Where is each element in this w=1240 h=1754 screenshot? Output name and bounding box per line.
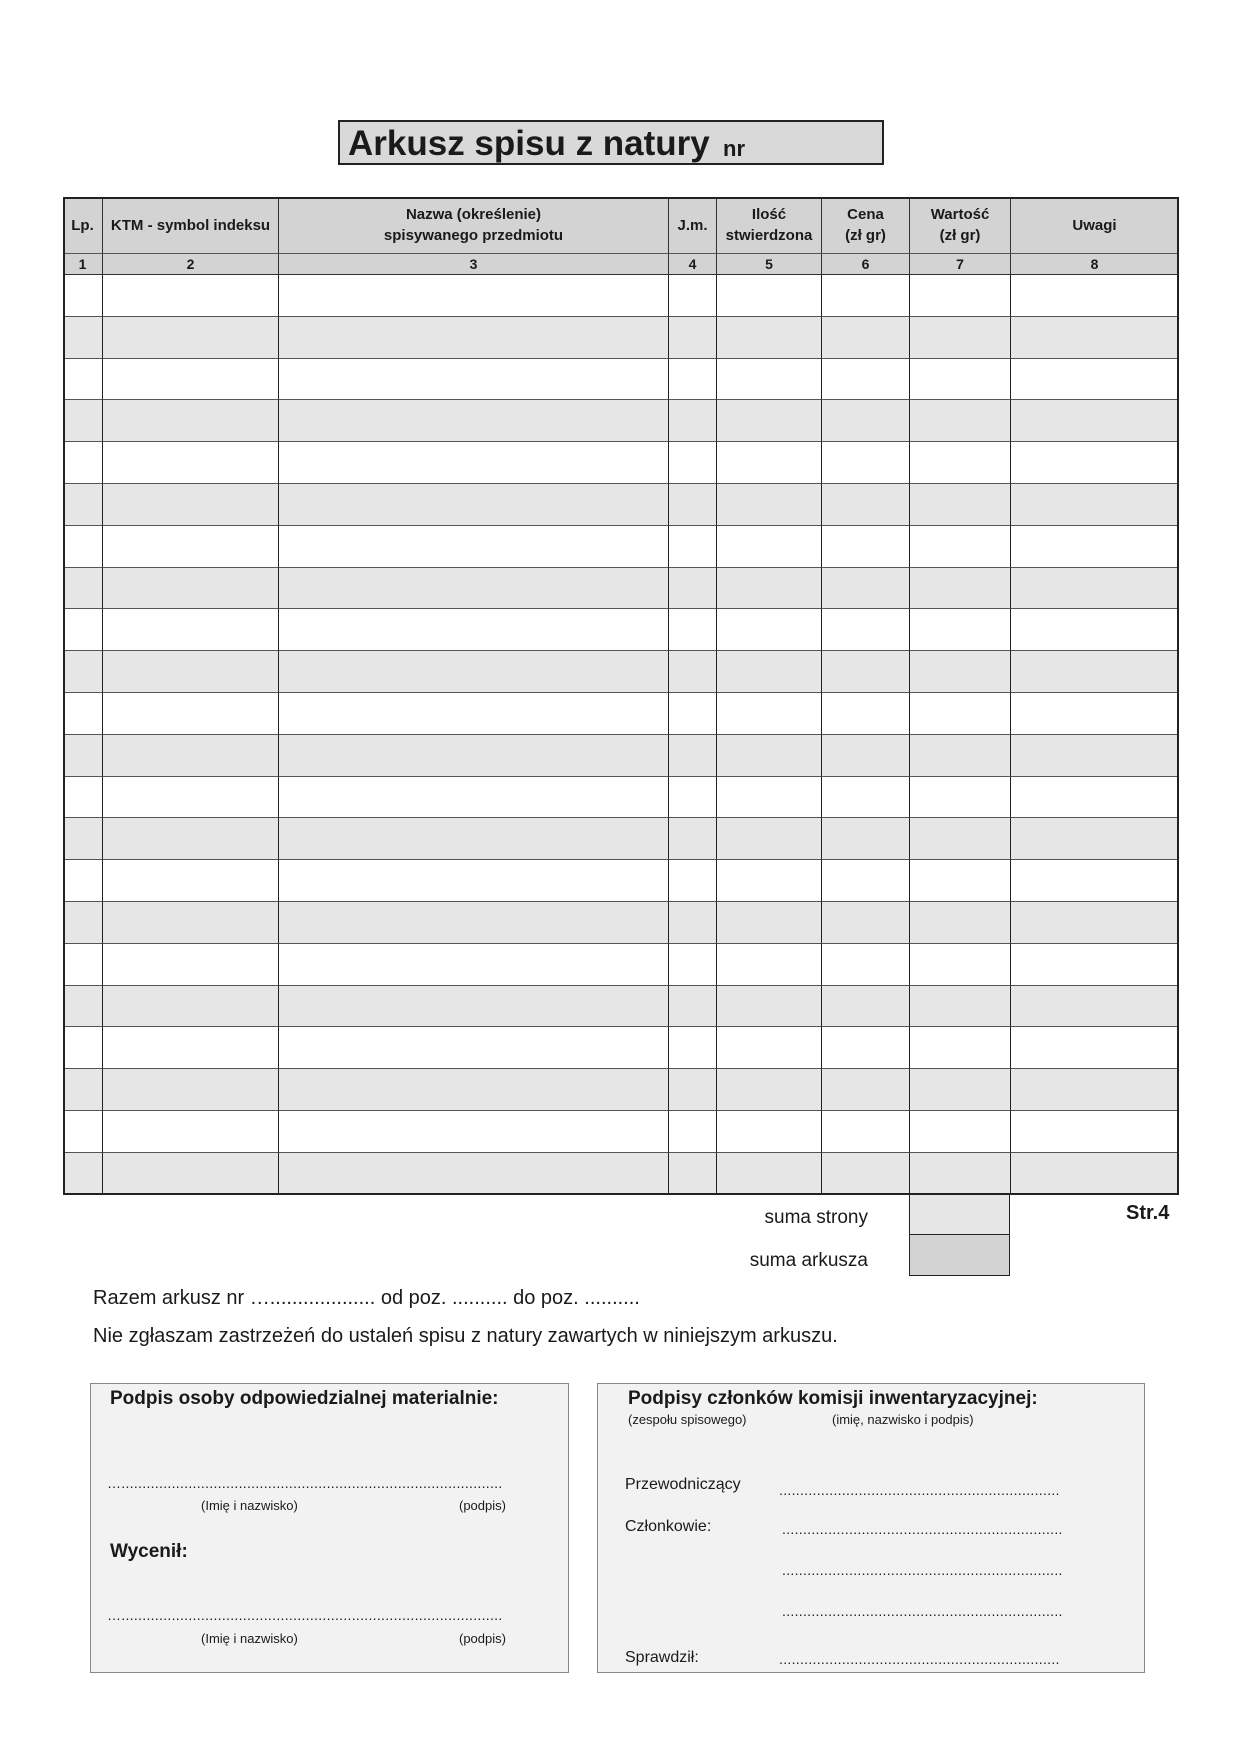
sheet-title: Arkusz spisu z natury <box>348 124 710 163</box>
table-cell-uwagi[interactable] <box>1011 484 1179 526</box>
table-cell-ilosc[interactable] <box>717 484 822 526</box>
table-row <box>63 400 1179 442</box>
table-cell-ilosc[interactable] <box>717 526 822 568</box>
table-cell-cena[interactable] <box>822 944 910 986</box>
table-cell-ktm[interactable] <box>103 526 279 568</box>
column-number-jm: 4 <box>669 254 717 275</box>
table-cell-cena[interactable] <box>822 442 910 484</box>
table-cell-jm[interactable] <box>669 777 717 819</box>
table-cell-lp[interactable] <box>63 359 103 401</box>
table-cell-wartosc[interactable] <box>910 442 1011 484</box>
table-row <box>63 484 1179 526</box>
column-number-uwagi: 8 <box>1011 254 1179 275</box>
table-row <box>63 651 1179 693</box>
table-cell-uwagi[interactable] <box>1011 693 1179 735</box>
table-cell-wartosc[interactable] <box>910 735 1011 777</box>
table-cell-wartosc[interactable] <box>910 986 1011 1028</box>
table-cell-ilosc[interactable] <box>717 818 822 860</box>
table-cell-lp[interactable] <box>63 1153 103 1195</box>
member-signature-line[interactable]: ................................................................... <box>782 1603 1063 1619</box>
table-cell-wartosc[interactable] <box>910 902 1011 944</box>
table-cell-uwagi[interactable] <box>1011 818 1179 860</box>
column-number-nazwa: 3 <box>279 254 669 275</box>
table-row <box>63 359 1179 401</box>
table-cell-uwagi[interactable] <box>1011 1027 1179 1069</box>
table-cell-wartosc[interactable] <box>910 1027 1011 1069</box>
table-cell-ktm[interactable] <box>103 317 279 359</box>
table-cell-uwagi[interactable] <box>1011 442 1179 484</box>
table-cell-ktm[interactable] <box>103 1027 279 1069</box>
table-cell-uwagi[interactable] <box>1011 275 1179 317</box>
table-cell-uwagi[interactable] <box>1011 902 1179 944</box>
table-cell-nazwa[interactable] <box>279 609 669 651</box>
column-number-lp: 1 <box>63 254 103 275</box>
column-number-cena: 6 <box>822 254 910 275</box>
column-header-lp: Lp. <box>63 197 103 254</box>
team-caption: (zespołu spisowego) <box>628 1412 747 1427</box>
table-cell-lp[interactable] <box>63 1111 103 1153</box>
table-cell-wartosc[interactable] <box>910 526 1011 568</box>
table-cell-jm[interactable] <box>669 526 717 568</box>
table-cell-nazwa[interactable] <box>279 484 669 526</box>
valued-by-signature-line[interactable]: …........................................................................................... <box>107 1607 503 1623</box>
table-row <box>63 777 1179 819</box>
table-cell-jm[interactable] <box>669 1027 717 1069</box>
table-cell-cena[interactable] <box>822 484 910 526</box>
column-header-wartosc: Wartość (zł gr) <box>910 197 1011 254</box>
table-cell-cena[interactable] <box>822 735 910 777</box>
table-cell-nazwa[interactable] <box>279 359 669 401</box>
table-cell-nazwa[interactable] <box>279 1111 669 1153</box>
table-cell-uwagi[interactable] <box>1011 986 1179 1028</box>
table-cell-lp[interactable] <box>63 1027 103 1069</box>
table-cell-nazwa[interactable] <box>279 651 669 693</box>
responsible-person-signature-line[interactable]: …........................................................................................... <box>107 1475 503 1491</box>
table-cell-jm[interactable] <box>669 735 717 777</box>
checked-by-label: Sprawdził: <box>625 1649 699 1666</box>
table-cell-ktm[interactable] <box>103 818 279 860</box>
column-header-uwagi: Uwagi <box>1011 197 1179 254</box>
table-cell-ilosc[interactable] <box>717 860 822 902</box>
table-cell-uwagi[interactable] <box>1011 1069 1179 1111</box>
table-cell-cena[interactable] <box>822 1153 910 1195</box>
table-cell-ktm[interactable] <box>103 777 279 819</box>
table-cell-lp[interactable] <box>63 860 103 902</box>
table-cell-jm[interactable] <box>669 1153 717 1195</box>
table-cell-jm[interactable] <box>669 944 717 986</box>
table-cell-ktm[interactable] <box>103 944 279 986</box>
table-cell-wartosc[interactable] <box>910 568 1011 610</box>
table-cell-ilosc[interactable] <box>717 317 822 359</box>
table-cell-uwagi[interactable] <box>1011 568 1179 610</box>
table-cell-ilosc[interactable] <box>717 1153 822 1195</box>
table-cell-ktm[interactable] <box>103 442 279 484</box>
table-cell-ilosc[interactable] <box>717 359 822 401</box>
table-cell-wartosc[interactable] <box>910 400 1011 442</box>
table-cell-lp[interactable] <box>63 568 103 610</box>
table-cell-nazwa[interactable] <box>279 693 669 735</box>
table-cell-jm[interactable] <box>669 651 717 693</box>
table-row <box>63 526 1179 568</box>
table-cell-ktm[interactable] <box>103 902 279 944</box>
table-cell-jm[interactable] <box>669 693 717 735</box>
table-row <box>63 317 1179 359</box>
table-cell-lp[interactable] <box>63 902 103 944</box>
table-cell-nazwa[interactable] <box>279 735 669 777</box>
table-cell-uwagi[interactable] <box>1011 317 1179 359</box>
table-cell-ilosc[interactable] <box>717 275 822 317</box>
sheet-number-label: nr <box>723 136 745 161</box>
table-cell-cena[interactable] <box>822 1027 910 1069</box>
member-signature-line[interactable]: ................................................................... <box>782 1562 1063 1578</box>
table-cell-wartosc[interactable] <box>910 1153 1011 1195</box>
table-cell-lp[interactable] <box>63 400 103 442</box>
table-cell-jm[interactable] <box>669 568 717 610</box>
table-cell-lp[interactable] <box>63 777 103 819</box>
table-cell-nazwa[interactable] <box>279 902 669 944</box>
table-cell-uwagi[interactable] <box>1011 400 1179 442</box>
table-cell-ilosc[interactable] <box>717 735 822 777</box>
table-cell-cena[interactable] <box>822 818 910 860</box>
members-label: Członkowie: <box>625 1518 712 1535</box>
table-cell-jm[interactable] <box>669 400 717 442</box>
table-cell-ilosc[interactable] <box>717 400 822 442</box>
table-cell-ktm[interactable] <box>103 609 279 651</box>
table-cell-lp[interactable] <box>63 651 103 693</box>
table-cell-jm[interactable] <box>669 818 717 860</box>
table-cell-uwagi[interactable] <box>1011 1153 1179 1195</box>
member-signature-line[interactable]: ................................................................... <box>782 1521 1063 1537</box>
table-cell-cena[interactable] <box>822 275 910 317</box>
table-cell-lp[interactable] <box>63 317 103 359</box>
table-cell-ilosc[interactable] <box>717 1069 822 1111</box>
table-cell-jm[interactable] <box>669 609 717 651</box>
table-cell-uwagi[interactable] <box>1011 359 1179 401</box>
table-cell-uwagi[interactable] <box>1011 777 1179 819</box>
table-cell-jm[interactable] <box>669 1111 717 1153</box>
signature-caption: (podpis) <box>459 1498 506 1513</box>
column-header-ilosc: Ilość stwierdzona <box>717 197 822 254</box>
table-cell-cena[interactable] <box>822 651 910 693</box>
table-row <box>63 1111 1179 1153</box>
table-row <box>63 568 1179 610</box>
valued-by-title: Wycenił: <box>110 1541 188 1562</box>
table-cell-lp[interactable] <box>63 484 103 526</box>
table-row <box>63 1153 1179 1195</box>
page-sum-label: suma strony <box>764 1207 868 1228</box>
table-cell-ilosc[interactable] <box>717 986 822 1028</box>
table-cell-cena[interactable] <box>822 902 910 944</box>
table-cell-wartosc[interactable] <box>910 1111 1011 1153</box>
table-cell-ktm[interactable] <box>103 1111 279 1153</box>
column-header-jm: J.m. <box>669 197 717 254</box>
table-cell-wartosc[interactable] <box>910 359 1011 401</box>
name-caption: (Imię i nazwisko) <box>201 1631 298 1646</box>
table-cell-lp[interactable] <box>63 986 103 1028</box>
table-cell-nazwa[interactable] <box>279 944 669 986</box>
column-number-wartosc: 7 <box>910 254 1011 275</box>
table-cell-ilosc[interactable] <box>717 568 822 610</box>
table-cell-nazwa[interactable] <box>279 986 669 1028</box>
column-number-ilosc: 5 <box>717 254 822 275</box>
table-cell-nazwa[interactable] <box>279 568 669 610</box>
table-cell-jm[interactable] <box>669 860 717 902</box>
table-cell-lp[interactable] <box>63 275 103 317</box>
table-row <box>63 735 1179 777</box>
table-cell-nazwa[interactable] <box>279 818 669 860</box>
table-cell-ktm[interactable] <box>103 735 279 777</box>
column-header-cena: Cena (zł gr) <box>822 197 910 254</box>
table-cell-cena[interactable] <box>822 526 910 568</box>
table-cell-ilosc[interactable] <box>717 777 822 819</box>
table-cell-cena[interactable] <box>822 568 910 610</box>
table-cell-cena[interactable] <box>822 986 910 1028</box>
table-cell-wartosc[interactable] <box>910 860 1011 902</box>
table-cell-wartosc[interactable] <box>910 317 1011 359</box>
sheet-title-box <box>338 120 884 165</box>
table-cell-ilosc[interactable] <box>717 609 822 651</box>
table-cell-ktm[interactable] <box>103 651 279 693</box>
table-cell-ktm[interactable] <box>103 1153 279 1195</box>
commission-signatures-panel <box>597 1383 1145 1673</box>
column-header-nazwa: Nazwa (określenie) spisywanego przedmiotu <box>279 197 669 254</box>
table-cell-nazwa[interactable] <box>279 526 669 568</box>
table-cell-lp[interactable] <box>63 609 103 651</box>
table-cell-jm[interactable] <box>669 484 717 526</box>
table-cell-wartosc[interactable] <box>910 651 1011 693</box>
table-cell-wartosc[interactable] <box>910 944 1011 986</box>
table-cell-jm[interactable] <box>669 1069 717 1111</box>
table-cell-wartosc[interactable] <box>910 777 1011 819</box>
name-caption: (Imię i nazwisko) <box>201 1498 298 1513</box>
table-cell-ilosc[interactable] <box>717 651 822 693</box>
table-cell-ktm[interactable] <box>103 693 279 735</box>
column-number-ktm: 2 <box>103 254 279 275</box>
table-cell-cena[interactable] <box>822 400 910 442</box>
table-cell-lp[interactable] <box>63 818 103 860</box>
table-cell-nazwa[interactable] <box>279 317 669 359</box>
chairman-signature-line[interactable]: ................................................................... <box>779 1482 1060 1498</box>
table-cell-wartosc[interactable] <box>910 818 1011 860</box>
table-cell-nazwa[interactable] <box>279 275 669 317</box>
no-objections-statement: Nie zgłaszam zastrzeżeń do ustaleń spisu z natury zawartych w niniejszym arkuszu. <box>93 1325 838 1347</box>
table-cell-lp[interactable] <box>63 944 103 986</box>
table-cell-nazwa[interactable] <box>279 400 669 442</box>
table-cell-wartosc[interactable] <box>910 1069 1011 1111</box>
table-cell-wartosc[interactable] <box>910 484 1011 526</box>
column-header-ktm: KTM - symbol indeksu <box>103 197 279 254</box>
table-cell-cena[interactable] <box>822 777 910 819</box>
page-sum-field[interactable] <box>909 1194 1010 1235</box>
table-cell-nazwa[interactable] <box>279 777 669 819</box>
table-cell-nazwa[interactable] <box>279 1027 669 1069</box>
table-cell-jm[interactable] <box>669 275 717 317</box>
table-cell-nazwa[interactable] <box>279 860 669 902</box>
table-row <box>63 1069 1179 1111</box>
table-cell-uwagi[interactable] <box>1011 651 1179 693</box>
table-cell-cena[interactable] <box>822 1111 910 1153</box>
table-cell-jm[interactable] <box>669 986 717 1028</box>
table-cell-ilosc[interactable] <box>717 902 822 944</box>
sheet-sum-label: suma arkusza <box>749 1250 868 1271</box>
table-cell-ktm[interactable] <box>103 860 279 902</box>
table-cell-ilosc[interactable] <box>717 693 822 735</box>
table-cell-nazwa[interactable] <box>279 1069 669 1111</box>
table-cell-lp[interactable] <box>63 693 103 735</box>
table-cell-jm[interactable] <box>669 317 717 359</box>
sheet-sum-field[interactable] <box>909 1234 1010 1276</box>
table-row <box>63 818 1179 860</box>
responsible-person-title: Podpis osoby odpowiedzialnej materialnie: <box>110 1388 499 1409</box>
table-cell-uwagi[interactable] <box>1011 1111 1179 1153</box>
table-cell-jm[interactable] <box>669 359 717 401</box>
table-cell-cena[interactable] <box>822 1069 910 1111</box>
checked-by-signature-line[interactable]: ................................................................... <box>779 1651 1060 1667</box>
table-cell-ilosc[interactable] <box>717 442 822 484</box>
commission-title: Podpisy członków komisji inwentaryzacyjnej: <box>628 1388 1038 1409</box>
table-cell-cena[interactable] <box>822 860 910 902</box>
table-cell-ilosc[interactable] <box>717 1111 822 1153</box>
table-cell-wartosc[interactable] <box>910 609 1011 651</box>
chairman-label: Przewodniczący <box>625 1476 741 1493</box>
table-cell-lp[interactable] <box>63 1069 103 1111</box>
table-cell-lp[interactable] <box>63 526 103 568</box>
table-cell-uwagi[interactable] <box>1011 526 1179 568</box>
table-cell-nazwa[interactable] <box>279 1153 669 1195</box>
table-cell-uwagi[interactable] <box>1011 860 1179 902</box>
table-cell-ktm[interactable] <box>103 275 279 317</box>
table-row <box>63 442 1179 484</box>
table-cell-cena[interactable] <box>822 609 910 651</box>
table-cell-ktm[interactable] <box>103 986 279 1028</box>
table-cell-wartosc[interactable] <box>910 275 1011 317</box>
table-cell-jm[interactable] <box>669 902 717 944</box>
table-cell-lp[interactable] <box>63 442 103 484</box>
table-cell-nazwa[interactable] <box>279 442 669 484</box>
sheet-range-line: Razem arkusz nr …................... od poz. .......... do poz. .......... <box>93 1287 640 1309</box>
table-cell-lp[interactable] <box>63 735 103 777</box>
table-cell-ilosc[interactable] <box>717 944 822 986</box>
table-cell-wartosc[interactable] <box>910 693 1011 735</box>
table-row <box>63 609 1179 651</box>
table-cell-uwagi[interactable] <box>1011 944 1179 986</box>
table-cell-cena[interactable] <box>822 359 910 401</box>
table-cell-cena[interactable] <box>822 317 910 359</box>
table-cell-ktm[interactable] <box>103 400 279 442</box>
table-cell-ktm[interactable] <box>103 484 279 526</box>
table-cell-ktm[interactable] <box>103 359 279 401</box>
table-cell-jm[interactable] <box>669 442 717 484</box>
table-row <box>63 986 1179 1028</box>
signature-caption: (podpis) <box>459 1631 506 1646</box>
table-cell-uwagi[interactable] <box>1011 735 1179 777</box>
table-row <box>63 1027 1179 1069</box>
table-cell-ilosc[interactable] <box>717 1027 822 1069</box>
responsible-person-signature-panel <box>90 1383 569 1673</box>
table-row <box>63 902 1179 944</box>
page-number: Str.4 <box>1126 1202 1170 1224</box>
name-signature-caption: (imię, nazwisko i podpis) <box>832 1412 974 1427</box>
table-row <box>63 693 1179 735</box>
table-row <box>63 860 1179 902</box>
table-cell-cena[interactable] <box>822 693 910 735</box>
table-row <box>63 944 1179 986</box>
table-cell-ktm[interactable] <box>103 568 279 610</box>
table-cell-ktm[interactable] <box>103 1069 279 1111</box>
table-cell-uwagi[interactable] <box>1011 609 1179 651</box>
table-row <box>63 275 1179 317</box>
